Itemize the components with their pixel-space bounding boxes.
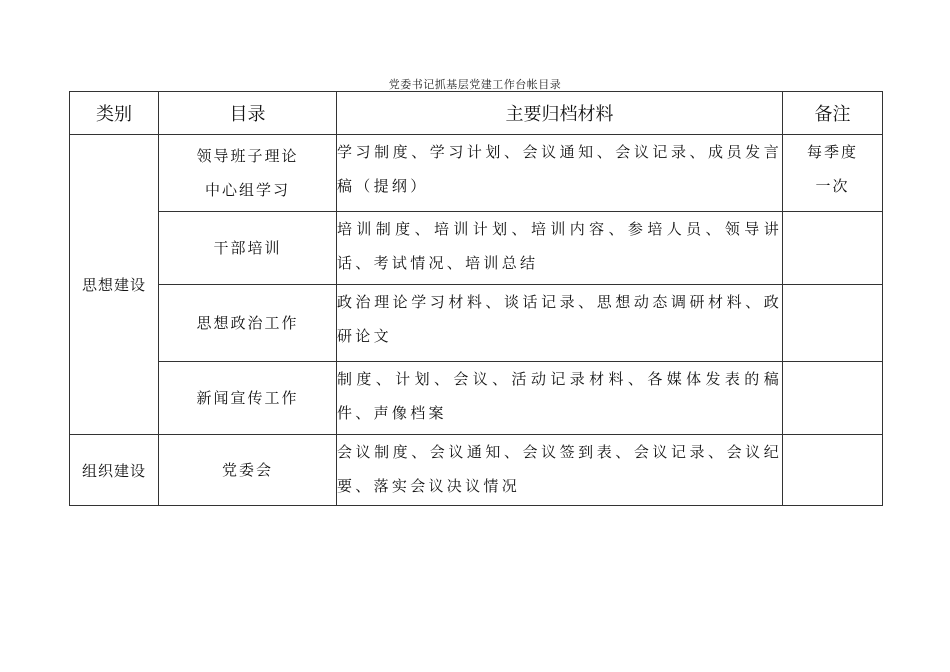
materials-cell: 会议制度、会议通知、会议签到表、会议记录、会议纪要、落实会议决议情况 [337, 435, 783, 506]
header-directory: 目录 [159, 92, 337, 135]
ledger-directory-table [69, 91, 883, 506]
table-row [70, 212, 883, 285]
category-cell: 组织建设 [70, 435, 159, 506]
header-materials: 主要归档材料 [337, 92, 783, 135]
directory-line: 领导班子理论 [196, 147, 299, 165]
header-category: 类别 [70, 92, 159, 135]
notes-cell [783, 212, 883, 285]
materials-cell: 制度、计划、会议、活动记录材料、各媒体发表的稿件、声像档案 [337, 362, 783, 435]
materials-cell: 学习制度、学习计划、会议通知、会议记录、成员发言稿（提纲） [337, 135, 783, 212]
materials-cell: 政治理论学习材料、谈话记录、思想动态调研材料、政研论文 [337, 285, 783, 362]
notes-cell [783, 135, 883, 212]
table-row [70, 285, 883, 362]
directory-line: 中心组学习 [204, 181, 290, 199]
document-title: 党委书记抓基层党建工作台帐目录 [388, 78, 562, 91]
directory-cell [159, 135, 337, 212]
directory-cell: 新闻宣传工作 [159, 362, 337, 435]
directory-cell: 干部培训 [159, 212, 337, 285]
category-cell: 思想建设 [70, 135, 159, 435]
notes-cell [783, 362, 883, 435]
notes-line: 一次 [815, 177, 850, 195]
materials-cell: 培训制度、培训计划、培训内容、参培人员、领导讲话、考试情况、培训总结 [337, 212, 783, 285]
notes-line: 每季度 [806, 143, 858, 161]
table-row [70, 135, 883, 212]
header-notes: 备注 [783, 92, 883, 135]
table-row [70, 435, 883, 506]
directory-cell: 思想政治工作 [159, 285, 337, 362]
notes-cell [783, 285, 883, 362]
notes-cell [783, 435, 883, 506]
directory-cell: 党委会 [159, 435, 337, 506]
table-header-row [70, 92, 883, 135]
table-row [70, 362, 883, 435]
